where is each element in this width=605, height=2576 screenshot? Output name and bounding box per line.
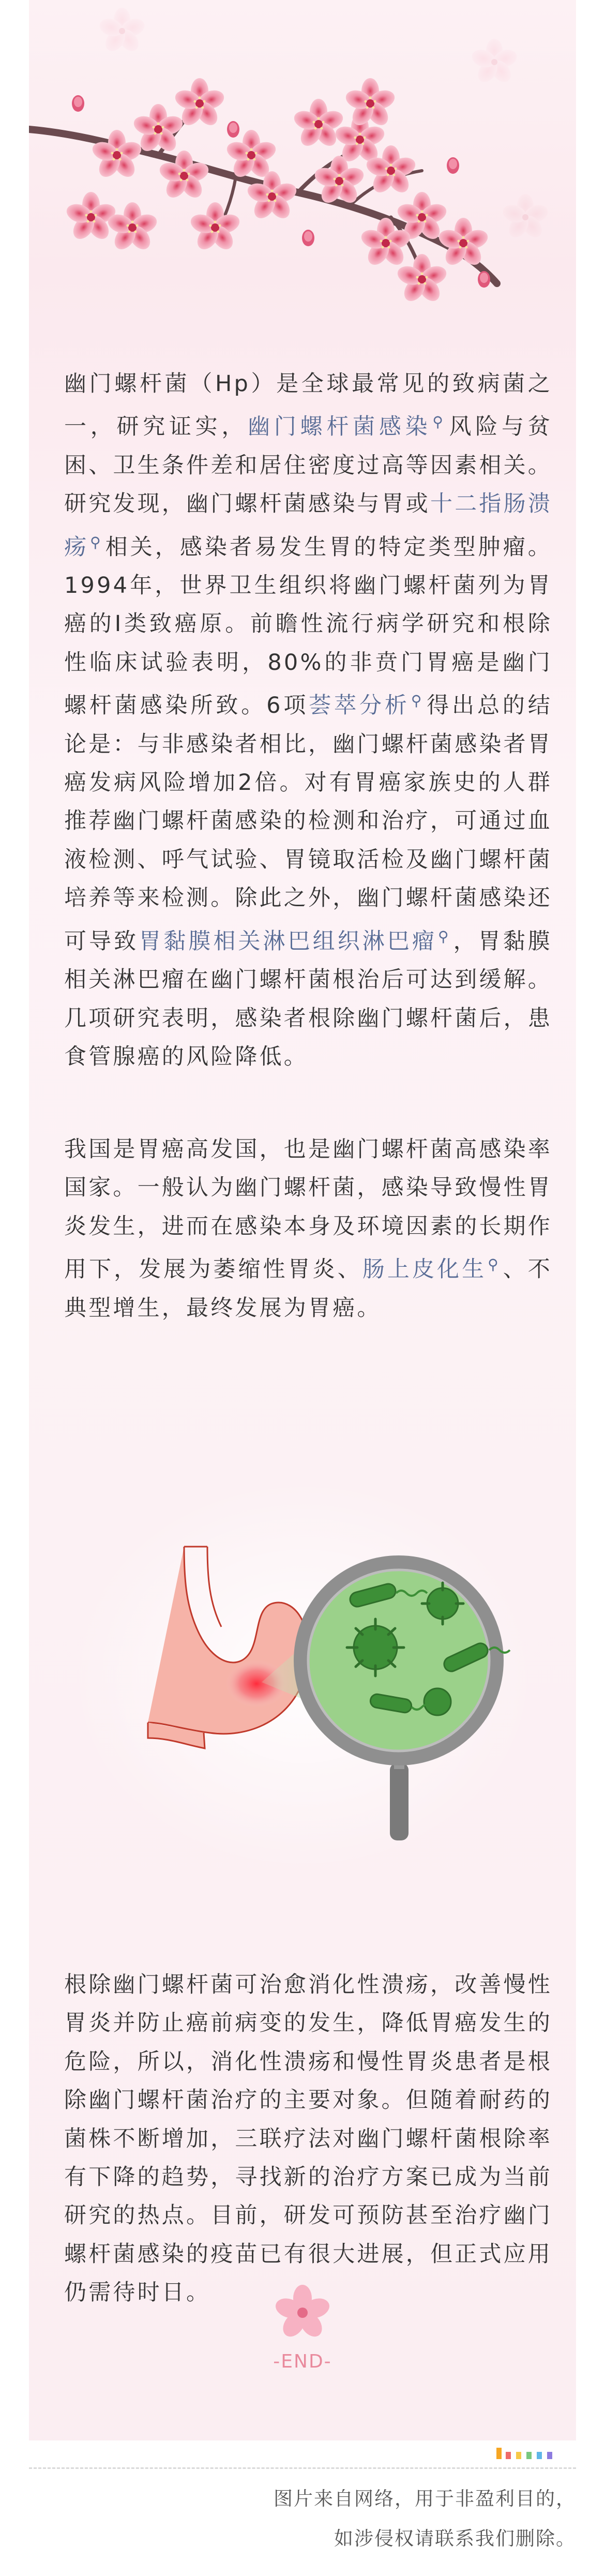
end-marker bbox=[29, 2281, 576, 2400]
article-text: 幽门螺杆菌（Hp）是全球最常见的致病菌之一，研究证实， bbox=[64, 371, 552, 440]
search-icon[interactable]: ⚲ bbox=[411, 692, 424, 710]
article-text: 、不典型增生，最终发展为胃癌。 bbox=[64, 1256, 553, 1321]
article-text: ，胃黏膜相关淋巴瘤在幽门螺杆菌根治后可达到缓解。几项研究表明，感染者根除幽门螺杆菌后，患食管腺癌的风险降低。 bbox=[64, 928, 552, 1070]
search-icon[interactable]: ⚲ bbox=[438, 927, 451, 945]
article-link[interactable]: 胃黏膜相关淋巴组织淋巴瘤 bbox=[139, 928, 437, 954]
article-link[interactable]: 十二指肠溃疡 bbox=[64, 491, 552, 560]
stomach-magnifier-bacteria-illustration bbox=[29, 1479, 576, 1873]
article-paragraph-3: 根除幽门螺杆菌可治愈消化性溃疡，改善慢性胃炎并防止癌前病变的发生，降低胃癌发生的危险，所以，消化性溃疡和慢性胃炎患者是根除幽门螺杆菌治疗的主要对象。但随着耐药的菌株不断增加，三联疗法对幽门螺杆菌根除率有下降的趋势，寻找新的治疗方案已成为当前研究的热点。目前，研发可预防甚至治疗幽门螺杆菌感染的疫苗已有很大进展，但正式应用仍需待时日。 bbox=[64, 1972, 552, 2306]
article-paragraph-2 bbox=[64, 1130, 552, 1327]
footer-divider bbox=[29, 2467, 576, 2469]
search-icon[interactable]: ⚲ bbox=[488, 1256, 501, 1274]
article-text: 相关，感染者易发生胃的特定类型肿瘤。1994年，世界卫生组织将幽门螺杆菌列为胃癌的Ⅰ类致癌原。前瞻性流行病学研究和根除性临床试验表明，80%的非贲门胃癌是幽门螺杆菌感染所致。6项 bbox=[64, 534, 552, 719]
article-text: 我国是胃癌高发国，也是幽门螺杆菌高感染率国家。一般认为幽门螺杆菌，感染导致慢性胃炎发生，进而在感染本身及环境因素的长期作用下，发展为萎缩性胃炎、 bbox=[64, 1136, 552, 1283]
article-paragraph-1 bbox=[64, 365, 552, 1076]
article-text: 风险与贫困、卫生条件差和居住密度过高等因素相关。研究发现，幽门螺杆菌感染与胃或 bbox=[64, 414, 552, 517]
article-link[interactable]: 幽门螺杆菌感染 bbox=[248, 414, 432, 440]
article-text: 得出总的结论是：与非感染者相比，幽门螺杆菌感染者胃癌发病风险增加2倍。对有胃癌家族史的人群推荐幽门螺杆菌感染的检测和治疗，可通过血液检测、呼气试验、胃镜取活检及幽门螺杆菌培养等来检测。除此之外，幽门螺杆菌感染还可导致 bbox=[64, 693, 552, 954]
end-label: -END- bbox=[273, 2351, 332, 2372]
footer-note-line-1: 图片来自网络，用于非盈利目的， bbox=[274, 2488, 576, 2510]
decorative-color-dots bbox=[496, 2448, 579, 2461]
search-icon[interactable]: ⚲ bbox=[90, 533, 103, 551]
article-card bbox=[29, 0, 576, 2440]
blossom-icon bbox=[271, 2281, 334, 2344]
article-link[interactable]: 荟萃分析 bbox=[309, 693, 410, 719]
cherry-blossom-branch-illustration bbox=[29, 0, 576, 341]
search-icon[interactable]: ⚲ bbox=[432, 413, 446, 431]
footer-note-line-2: 如涉侵权请联系我们删除。 bbox=[334, 2527, 576, 2550]
article-link[interactable]: 肠上皮化生 bbox=[362, 1256, 487, 1283]
